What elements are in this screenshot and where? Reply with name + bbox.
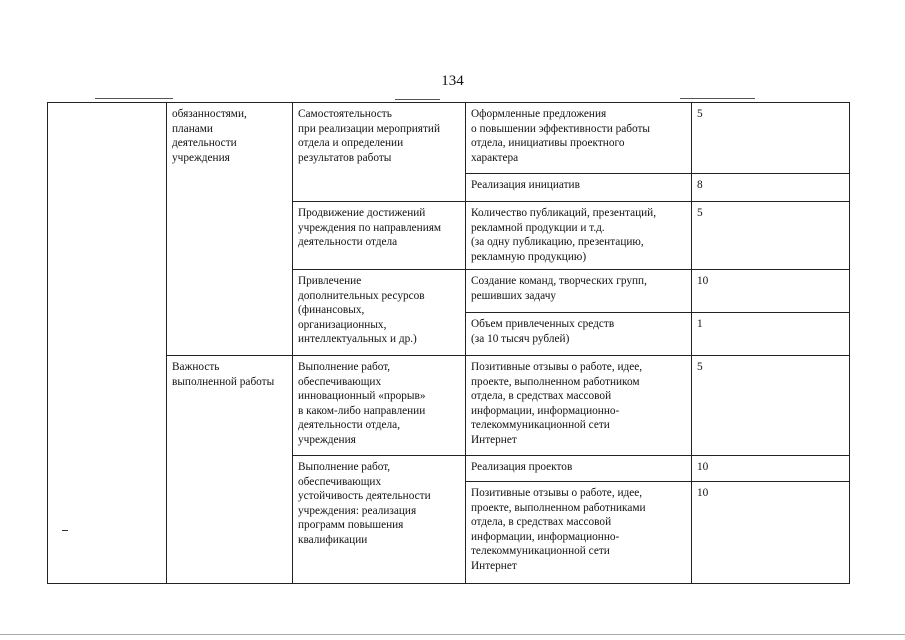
measure-cell: Реализация инициатив [466, 174, 692, 202]
measure-cell: Позитивные отзывы о работе, идее, проекте, выполненном работником отдела, в средствах массовой информации, информационно- телекоммуникационной сети Интернет [466, 356, 692, 456]
indicator-cell: Привлечение дополнительных ресурсов (финансовых, организационных, интеллектуальных и др.) [293, 270, 466, 356]
scan-artifact-line [0, 634, 905, 635]
score-cell: 5 [692, 202, 850, 270]
scan-artifact-line [680, 98, 755, 99]
measure-cell: Оформленные предложения о повышении эффективности работы отдела, инициативы проектного характера [466, 103, 692, 174]
scan-artifact-line [95, 98, 173, 99]
indicator-cell: Выполнение работ, обеспечивающих устойчивость деятельности учреждения: реализация программ повышения квалификации [293, 456, 466, 584]
indicator-cell: Выполнение работ, обеспечивающих инновационный «прорыв» в каком-либо направлении деятельности отдела, учреждения [293, 356, 466, 456]
indicator-cell: Продвижение достижений учреждения по направлениям деятельности отдела [293, 202, 466, 270]
page-number: 134 [441, 73, 464, 89]
score-cell: 10 [692, 456, 850, 482]
criteria-table [47, 102, 850, 584]
criterion-cell: обязанностями, планами деятельности учреждения [167, 103, 293, 356]
indicator-cell: Самостоятельность при реализации мероприятий отдела и определении результатов работы [293, 103, 466, 202]
score-cell: 8 [692, 174, 850, 202]
table-row [48, 103, 850, 174]
measure-cell: Создание команд, творческих групп, решивших задачу [466, 270, 692, 313]
measure-cell: Реализация проектов [466, 456, 692, 482]
score-cell: 1 [692, 313, 850, 356]
measure-cell: Объем привлеченных средств (за 10 тысяч рублей) [466, 313, 692, 356]
scan-artifact-line [395, 99, 440, 100]
table-row [48, 356, 850, 456]
measure-cell: Количество публикаций, презентаций, рекламной продукции и т.д. (за одну публикацию, презентацию, рекламную продукцию) [466, 202, 692, 270]
measure-cell: Позитивные отзывы о работе, идее, проекте, выполненном работниками отдела, в средствах массовой информации, информационно- телекоммуникационной сети Интернет [466, 482, 692, 584]
score-cell: 5 [692, 103, 850, 174]
margin-dash-mark [62, 530, 68, 531]
score-cell: 10 [692, 270, 850, 313]
score-cell: 5 [692, 356, 850, 456]
empty-cell [48, 103, 167, 584]
score-cell: 10 [692, 482, 850, 584]
criterion-cell: Важность выполненной работы [167, 356, 293, 584]
